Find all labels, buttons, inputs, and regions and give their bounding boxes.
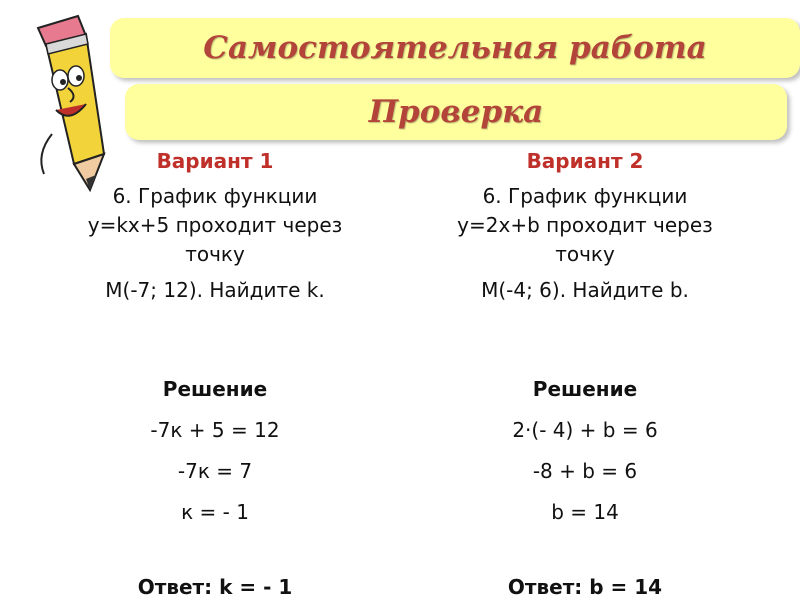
slide-title: Самостоятельная работа <box>203 30 707 66</box>
variant-1-task <box>30 146 400 305</box>
variant-1-header: Вариант 1 <box>156 149 274 173</box>
solution-label: Решение <box>162 377 268 401</box>
solution-step: к = - 1 <box>181 500 249 524</box>
solution-step: -7к + 5 = 12 <box>150 418 280 442</box>
variant-1-task-text <box>30 182 400 305</box>
variant-1-solution <box>30 372 400 536</box>
task-line: y=kx+5 проходит через <box>87 213 343 237</box>
solution-label: Решение <box>532 377 638 401</box>
slide-subtitle-banner <box>125 84 787 140</box>
variant-1-answer: Ответ: k = - 1 <box>137 575 293 599</box>
solution-step: b = 14 <box>551 500 619 524</box>
variant-2-task <box>400 146 770 305</box>
solution-step: -8 + b = 6 <box>532 459 638 483</box>
solution-step: -7к = 7 <box>177 459 253 483</box>
variant-2-task-text <box>400 182 770 305</box>
slide-subtitle: Проверка <box>368 94 544 130</box>
variant-2-solution <box>400 372 770 536</box>
task-line: точку <box>185 242 245 266</box>
task-line: точку <box>555 242 615 266</box>
task-line: М(-4; 6). Найдите b. <box>481 278 689 302</box>
variant-2-answer: Ответ: b = 14 <box>507 575 663 599</box>
solution-step: 2·(- 4) + b = 6 <box>512 418 658 442</box>
task-line: 6. График функции <box>482 184 688 208</box>
variant-2-header: Вариант 2 <box>526 149 644 173</box>
slide-title-banner <box>110 18 800 78</box>
task-line: М(-7; 12). Найдите k. <box>105 278 325 302</box>
task-line: y=2x+b проходит через <box>457 213 713 237</box>
task-line: 6. График функции <box>112 184 318 208</box>
